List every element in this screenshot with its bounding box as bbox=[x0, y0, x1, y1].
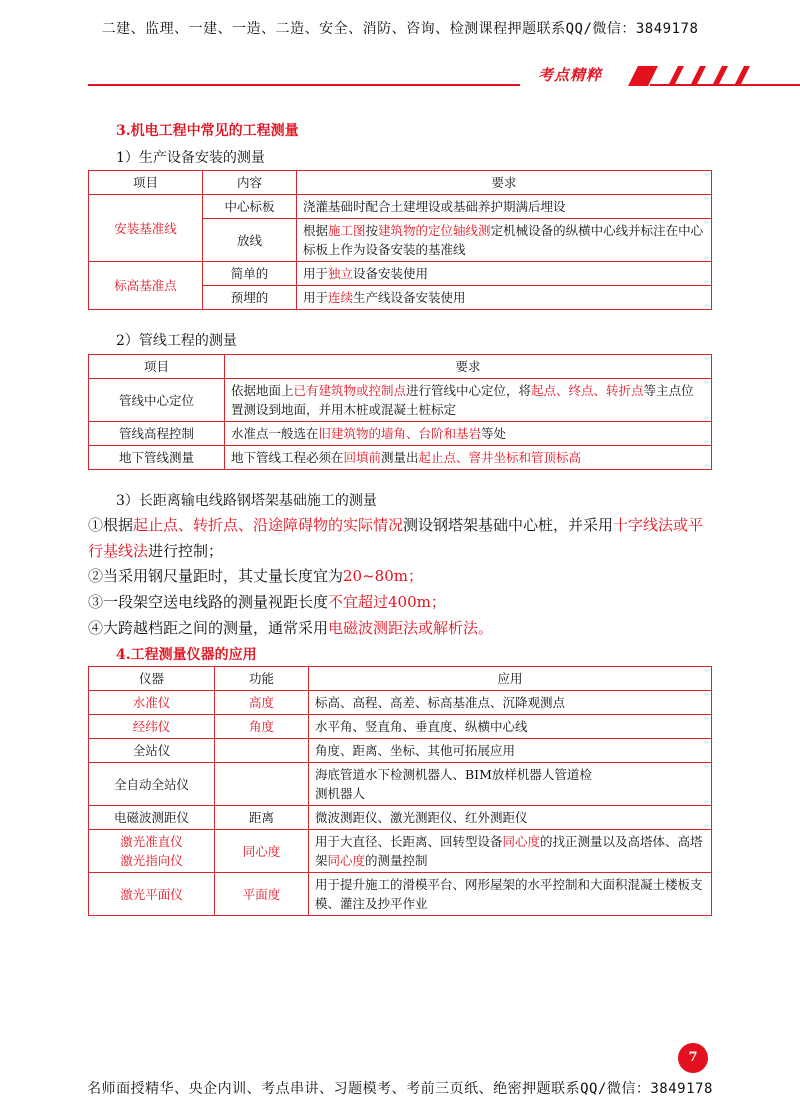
instrument-cell: 电磁波测距仪 bbox=[89, 806, 215, 830]
application-cell: 微波测距仪、激光测距仪、红外测距仪 bbox=[309, 806, 712, 830]
header-cell: 要求 bbox=[297, 171, 712, 195]
table-header-row bbox=[89, 355, 712, 379]
instrument-name: 激光指向仪 bbox=[120, 853, 183, 868]
highlight-text: 起止点、转折点、沿途障碍物的实际情况 bbox=[133, 516, 404, 534]
header-cell: 项目 bbox=[89, 171, 203, 195]
section-4-title: 4.工程测量仪器的应用 bbox=[116, 647, 257, 663]
header-cell: 功能 bbox=[215, 667, 309, 691]
text-fragment: 进行管线中心定位，将 bbox=[406, 383, 532, 398]
text-fragment: 地下管线工程必须在 bbox=[231, 450, 344, 465]
highlight-text: 电磁波测距法或解析法。 bbox=[328, 619, 494, 637]
table-row bbox=[89, 763, 712, 806]
highlight-text: 同心度 bbox=[502, 834, 541, 849]
function-cell bbox=[215, 763, 309, 806]
function-cell: 距离 bbox=[215, 806, 309, 830]
header-cell: 项目 bbox=[89, 355, 225, 379]
table-header-row bbox=[89, 667, 712, 691]
text-fragment: 根据 bbox=[303, 223, 329, 238]
table-row bbox=[89, 830, 712, 873]
instrument-cell: 水准仪 bbox=[89, 691, 215, 715]
table-row bbox=[89, 262, 712, 286]
text-fragment: 的找正测量以及高塔体、高塔架 bbox=[315, 834, 703, 868]
text-fragment: ④大跨越档距之间的测量，通常采用 bbox=[88, 619, 329, 637]
text-fragment: 生产线设备安装使用 bbox=[353, 290, 466, 305]
text-fragment: 的测量控制 bbox=[365, 853, 428, 868]
application-cell bbox=[309, 830, 712, 873]
group-cell: 标高基准点 bbox=[89, 262, 203, 310]
highlight-text: 已有建筑物或控制点 bbox=[293, 383, 407, 398]
page-number-badge: 7 bbox=[678, 1043, 708, 1073]
instrument-name: 激光准直仪 bbox=[120, 834, 183, 849]
table-row bbox=[89, 806, 712, 830]
paragraph-4 bbox=[88, 615, 718, 641]
text-fragment: 进行控制； bbox=[148, 542, 224, 560]
pipeline-survey-table bbox=[88, 354, 712, 470]
text-fragment: ③一段架空送电线路的测量视距长度 bbox=[88, 593, 329, 611]
instrument-cell bbox=[89, 830, 215, 873]
header-section-label: 考点精粹 bbox=[538, 66, 603, 84]
paragraph-1 bbox=[88, 512, 718, 564]
instrument-cell: 全站仪 bbox=[89, 739, 215, 763]
application-cell: 水平角、竖直角、垂直度、纵横中心线 bbox=[309, 715, 712, 739]
function-cell bbox=[215, 739, 309, 763]
instrument-application-table bbox=[88, 666, 712, 916]
item-cell: 管线高程控制 bbox=[89, 422, 225, 446]
highlight-text: 旧建筑物的墙角、台阶和基岩 bbox=[318, 426, 482, 441]
function-cell: 平面度 bbox=[215, 873, 309, 916]
highlight-text: 20~80m； bbox=[343, 567, 423, 585]
highlight-text: 同心度 bbox=[327, 853, 366, 868]
header-cell: 内容 bbox=[203, 171, 297, 195]
function-cell: 同心度 bbox=[215, 830, 309, 873]
text-fragment: 测设钢塔架基础中心桩，并采用 bbox=[403, 516, 614, 534]
paragraph-2 bbox=[88, 563, 718, 589]
application-cell: 角度、距离、坐标、其他可拓展应用 bbox=[309, 739, 712, 763]
text-fragment: 用于大直径、长距离、回转型设备 bbox=[315, 834, 503, 849]
table-header-row bbox=[89, 171, 712, 195]
header-cell: 仪器 bbox=[89, 667, 215, 691]
text-fragment: 用于 bbox=[303, 290, 329, 305]
text-fragment: 依据地面上 bbox=[231, 383, 294, 398]
highlight-text: 施工图 bbox=[328, 223, 366, 238]
application-cell: 海底管道水下检测机器人、BIM放样机器人管道检测机器人 bbox=[309, 763, 712, 806]
function-cell: 角度 bbox=[215, 715, 309, 739]
highlight-text: 起点、终点、转折点 bbox=[531, 383, 644, 398]
text-fragment: 等主点位置测设到地面，并用木桩或混凝土桩标定 bbox=[231, 383, 694, 417]
highlight-text: 不宜超过400m； bbox=[328, 593, 446, 611]
table-row bbox=[89, 739, 712, 763]
content-cell: 预埋的 bbox=[203, 286, 297, 310]
table-row bbox=[89, 691, 712, 715]
equipment-install-table bbox=[88, 170, 712, 310]
requirement-cell bbox=[297, 286, 712, 310]
requirement-cell bbox=[297, 219, 712, 262]
table-row bbox=[89, 379, 712, 422]
text-fragment: ②当采用钢尺量距时，其丈量长度宜为 bbox=[88, 567, 344, 585]
highlight-text: 独立 bbox=[328, 266, 354, 281]
content-cell: 中心标板 bbox=[203, 195, 297, 219]
header-stripes-decoration bbox=[628, 66, 758, 86]
subsection-2-title: 2）管线工程的测量 bbox=[116, 333, 237, 349]
function-cell: 高度 bbox=[215, 691, 309, 715]
subsection-3-title: 3）长距离输电线路钢塔架基础施工的测量 bbox=[116, 493, 377, 509]
requirement-cell: 浇灌基础时配合土建埋设或基础养护期满后埋设 bbox=[297, 195, 712, 219]
requirement-cell bbox=[225, 379, 712, 422]
highlight-text: 十字线法或平行基线法 bbox=[88, 516, 704, 560]
table-row bbox=[89, 422, 712, 446]
highlight-text: 回填前 bbox=[343, 450, 382, 465]
content-cell: 简单的 bbox=[203, 262, 297, 286]
group-cell: 安装基准线 bbox=[89, 195, 203, 262]
highlight-text: 连续 bbox=[328, 290, 354, 305]
bottom-contact-banner: 名师面授精华、央企内训、考点串讲、习题模考、考前三页纸、绝密押题联系QQ/微信：3849178 bbox=[87, 1081, 713, 1097]
header-cell: 应用 bbox=[309, 667, 712, 691]
item-cell: 地下管线测量 bbox=[89, 446, 225, 470]
table-row bbox=[89, 715, 712, 739]
highlight-text: 建筑物的定位轴线测 bbox=[378, 223, 491, 238]
text-fragment: 设备安装使用 bbox=[353, 266, 429, 281]
text-fragment: 等处 bbox=[481, 426, 507, 441]
table-row bbox=[89, 446, 712, 470]
top-contact-banner: 二建、监理、一建、一造、二造、安全、消防、咨询、检测课程押题联系QQ/微信：3849178 bbox=[101, 21, 699, 37]
text-fragment: 测量出 bbox=[381, 450, 419, 465]
section-3-title: 3.机电工程中常见的工程测量 bbox=[116, 123, 299, 139]
requirement-cell bbox=[225, 422, 712, 446]
text-fragment: 水准点一般选在 bbox=[231, 426, 319, 441]
header-cell: 要求 bbox=[225, 355, 712, 379]
requirement-cell bbox=[225, 446, 712, 470]
highlight-text: 起止点、窨井坐标和管顶标高 bbox=[418, 450, 582, 465]
item-cell: 管线中心定位 bbox=[89, 379, 225, 422]
text-fragment: ①根据 bbox=[88, 516, 134, 534]
requirement-cell bbox=[297, 262, 712, 286]
table-row bbox=[89, 873, 712, 916]
instrument-cell: 全自动全站仪 bbox=[89, 763, 215, 806]
application-cell: 用于提升施工的滑模平台、网形屋架的水平控制和大面积混凝土楼板支模、灌注及抄平作业 bbox=[309, 873, 712, 916]
instrument-cell: 激光平面仪 bbox=[89, 873, 215, 916]
text-fragment: 定机械设备的纵横中心线并标注在中心标板上作为设备安装的基准线 bbox=[303, 223, 704, 257]
table-row bbox=[89, 195, 712, 219]
content-cell: 放线 bbox=[203, 219, 297, 262]
paragraph-3 bbox=[88, 589, 718, 615]
text-fragment: 用于 bbox=[303, 266, 329, 281]
text-fragment: 按 bbox=[365, 223, 379, 238]
instrument-cell: 经纬仪 bbox=[89, 715, 215, 739]
application-cell: 标高、高程、高差、标高基准点、沉降观测点 bbox=[309, 691, 712, 715]
subsection-1-title: 1）生产设备安装的测量 bbox=[116, 150, 265, 166]
